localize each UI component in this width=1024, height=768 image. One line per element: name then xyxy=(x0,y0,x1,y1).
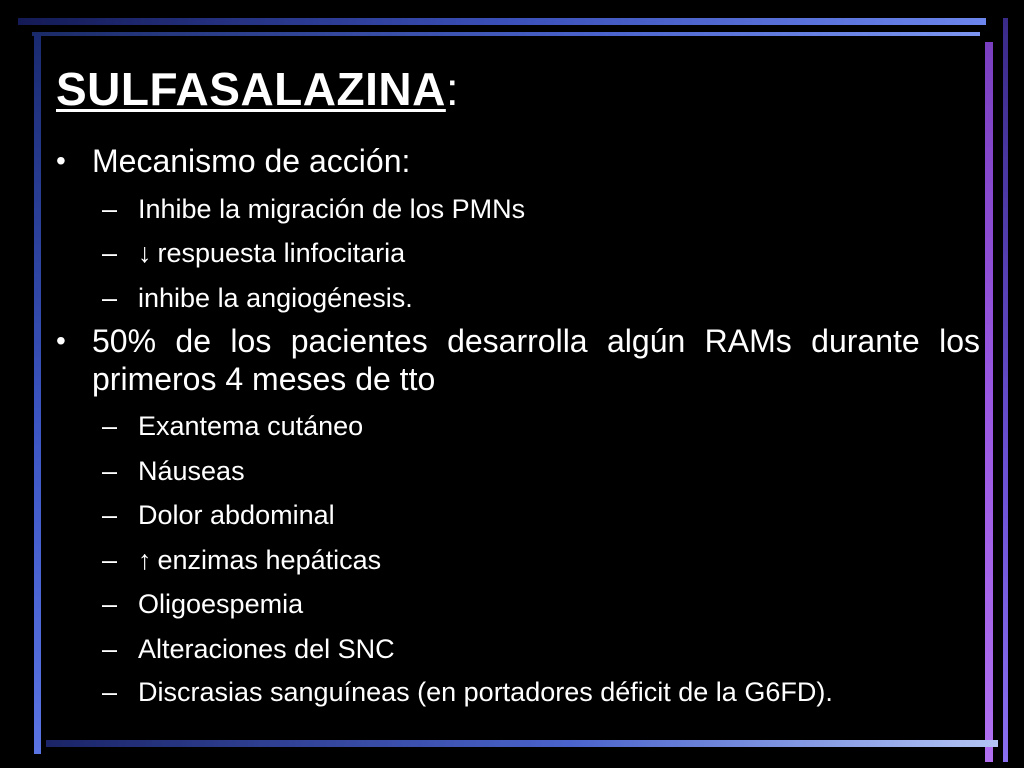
slide-title xyxy=(56,62,459,116)
dash-glyph: – xyxy=(102,677,118,707)
sub-bullet-text: enzimas hepáticas xyxy=(157,544,382,575)
bullet-text: Mecanismo de acción: xyxy=(92,143,411,179)
sub-bullet-text: Inhibe la migración de los PMNs xyxy=(138,193,526,224)
sub-bullet-text: Náuseas xyxy=(138,455,245,486)
frame-bar-right xyxy=(1003,18,1008,762)
dash-glyph: – xyxy=(102,411,118,441)
sub-bullet-item xyxy=(56,237,980,269)
bullet-glyph: • xyxy=(56,324,66,356)
sub-bullet-text: Alteraciones del SNC xyxy=(138,633,395,664)
frame-bar-top xyxy=(18,18,986,25)
sub-bullet-item xyxy=(56,410,980,442)
arrow-up-icon: ↑ xyxy=(138,544,152,575)
dash-glyph: – xyxy=(102,282,118,313)
frame-bar-left xyxy=(34,34,41,754)
bullet-item xyxy=(56,322,980,398)
slide-title-text: SULFASALAZINA xyxy=(56,63,446,115)
sub-bullet-item xyxy=(56,677,980,707)
dash-glyph: – xyxy=(102,633,118,664)
bullet-item xyxy=(56,142,980,180)
frame-bar-bottom xyxy=(46,740,998,747)
dash-glyph: – xyxy=(102,238,118,268)
sub-bullet-text: Exantema cutáneo xyxy=(138,411,364,441)
sub-bullet-text: Discrasias sanguíneas (en portadores déficit de la G6FD). xyxy=(138,677,833,707)
frame-bar-top-inner xyxy=(32,32,980,36)
bullet-glyph: • xyxy=(56,145,66,176)
dash-glyph: – xyxy=(102,500,118,530)
dash-glyph: – xyxy=(102,544,118,575)
slide-title-colon: : xyxy=(445,63,460,115)
frame-bar-right-inner xyxy=(985,42,993,762)
sub-bullet-text: respuesta linfocitaria xyxy=(157,238,406,268)
sub-bullet-item xyxy=(56,588,980,620)
sub-bullet-item xyxy=(56,633,980,665)
sub-bullet-text: inhibe la angiogénesis. xyxy=(138,282,413,313)
dash-glyph: – xyxy=(102,455,118,486)
sub-bullet-item xyxy=(56,455,980,487)
sub-bullet-text: Dolor abdominal xyxy=(138,500,335,530)
sub-bullet-text: Oligoespemia xyxy=(138,589,304,619)
sub-bullet-item xyxy=(56,544,980,576)
arrow-down-icon: ↓ xyxy=(138,238,152,268)
dash-glyph: – xyxy=(102,589,118,619)
sub-bullet-item xyxy=(56,282,980,314)
slide-content xyxy=(56,134,980,707)
bullet-text: 50% de los pacientes desarrolla algún RAMs durante los primeros 4 meses de tto xyxy=(92,322,980,397)
sub-bullet-item xyxy=(56,193,980,225)
sub-bullet-item xyxy=(56,499,980,531)
dash-glyph: – xyxy=(102,193,118,224)
